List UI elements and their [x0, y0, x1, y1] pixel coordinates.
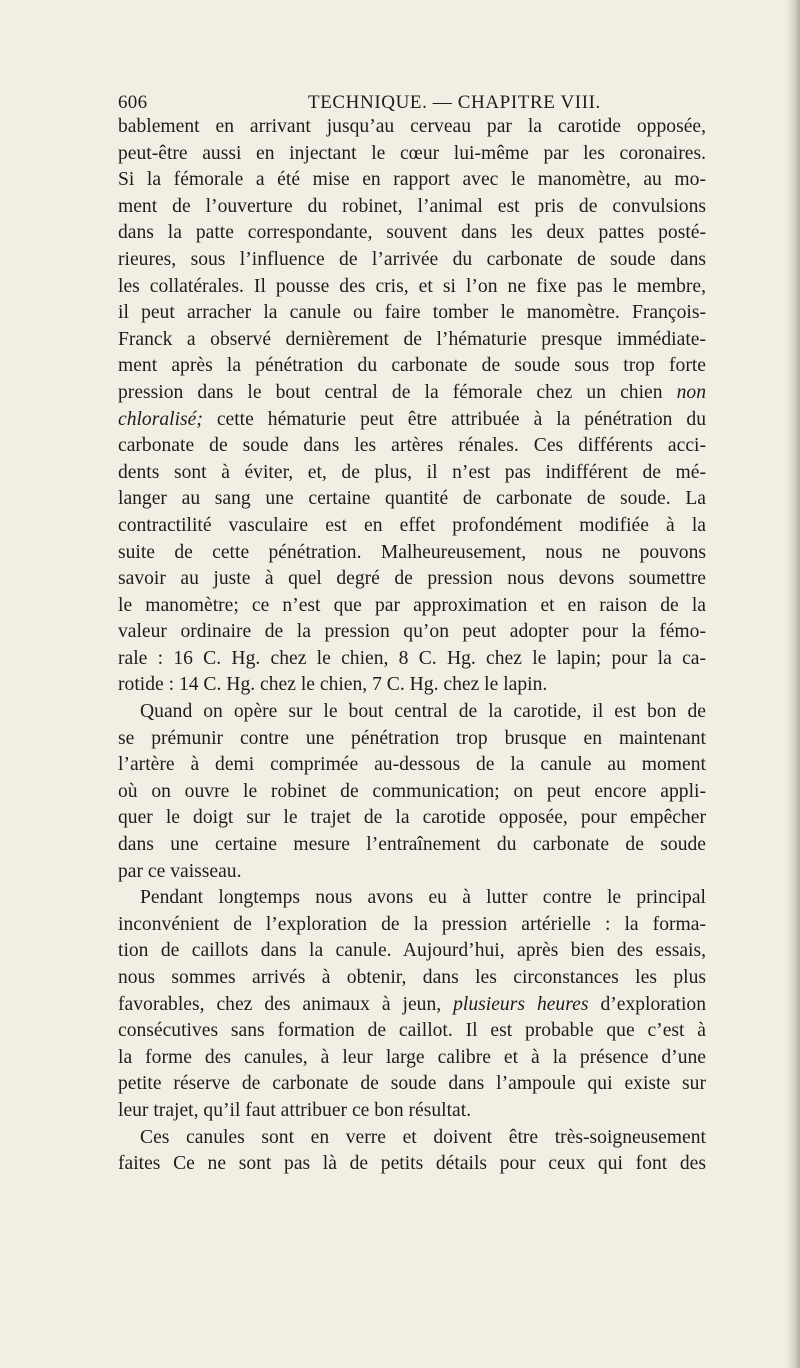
text-line	[118, 114, 706, 141]
text-line	[118, 460, 706, 487]
italic-text: non	[662, 381, 706, 403]
page-number: 606	[118, 92, 148, 113]
text-line	[118, 194, 706, 221]
text-line	[118, 779, 706, 806]
line-text: les collatérales. Il pousse des cris, et si l’on ne fixe pas le membre,	[118, 275, 706, 297]
text-line	[118, 1098, 706, 1125]
line-text: rieures, sous l’influence de l’arrivée du carbonate de soude dans	[118, 248, 706, 270]
line-text: tion de caillots dans la canule. Aujourd’hui, après bien des essais,	[118, 940, 706, 962]
line-text: nous sommes arrivés à obtenir, dans les circonstances les plus	[118, 967, 706, 988]
text-line	[118, 805, 706, 832]
italic-text: chloralisé;	[118, 408, 203, 430]
line-text: petite réserve de carbonate de soude dans l’ampoule qui existe sur	[118, 1073, 706, 1095]
text-line	[118, 274, 706, 301]
line-text: quer le doigt sur le trajet de la carotide opposée, pour empêcher	[118, 807, 706, 829]
line-text: savoir au juste à quel degré de pression nous devons soumettre	[118, 568, 706, 590]
line-text: l’artère à demi comprimée au-dessous de la canule au moment	[118, 754, 706, 776]
line-text: le manomètre; ce n’est que par approximation et en raison de la	[118, 594, 706, 616]
line-text: carbonate de soude dans les artères rénales. Ces différents acci-	[118, 435, 706, 457]
text-line	[118, 327, 706, 354]
line-text: faites Ce ne sont pas là de petits détails pour ceux qui font des	[118, 1153, 706, 1175]
text-line	[118, 619, 706, 646]
line-text: où on ouvre le robinet de communication; on peut encore appli-	[118, 780, 706, 802]
line-text: rale : 16 C. Hg. chez le chien, 8 C. Hg. chez le lapin; pour la ca-	[118, 647, 706, 669]
text-line	[118, 141, 706, 168]
line-text: la forme des canules, à leur large calibre et à la présence d’une	[118, 1046, 706, 1068]
text-line	[118, 1151, 706, 1178]
text-line	[118, 646, 706, 673]
text-line	[118, 699, 706, 726]
line-text: Ces canules sont en verre et doivent être très-soigneusement	[140, 1126, 706, 1148]
line-text: bablement en arrivant jusqu’au cerveau par la carotide opposée,	[118, 116, 706, 137]
text-line	[118, 859, 706, 886]
line-text: Pendant longtemps nous avons eu à lutter contre le principal	[140, 887, 706, 909]
line-text: pression dans le bout central de la fémorale chez un chien	[118, 381, 663, 403]
line-text: rotide : 14 C. Hg. chez le chien, 7 C. Hg. chez le lapin.	[118, 674, 548, 696]
text-line	[118, 353, 706, 380]
page-edge-shadow	[786, 0, 800, 1368]
text-line	[118, 992, 706, 1019]
text-line	[118, 965, 706, 992]
line-text: contractilité vasculaire est en effet profondément modifiée à la	[118, 514, 706, 536]
text-line	[118, 1125, 706, 1152]
line-text: dents sont à éviter, et, de plus, il n’est pas indifférent de mé-	[118, 461, 706, 483]
text-line	[118, 486, 706, 513]
line-text: cette hématurie peut être attribuée à la pénétration du	[202, 408, 706, 430]
text-line	[118, 380, 706, 407]
line-text: valeur ordinaire de la pression qu’on peut adopter pour la fémo-	[118, 621, 706, 643]
text-line	[118, 300, 706, 327]
text-line	[118, 1045, 706, 1072]
text-line	[118, 433, 706, 460]
text-line	[118, 566, 706, 593]
text-line	[118, 247, 706, 274]
text-line	[118, 167, 706, 194]
line-text: dans une certaine mesure l’entraînement du carbonate de soude	[118, 834, 706, 856]
text-line	[118, 672, 706, 699]
line-text: consécutives sans formation de caillot. Il est probable que c’est à	[118, 1020, 706, 1042]
line-text: leur trajet, qu’il faut attribuer ce bon résultat.	[118, 1099, 472, 1121]
line-text: Franck a observé dernièrement de l’hématurie presque immédiate-	[118, 328, 706, 350]
line-text: ment de l’ouverture du robinet, l’animal est pris de convulsions	[118, 195, 706, 217]
text-line	[118, 912, 706, 939]
text-line	[118, 513, 706, 540]
line-text: peut-être aussi en injectant le cœur lui-même par les coronaires.	[118, 142, 706, 164]
text-line	[118, 540, 706, 567]
text-line	[118, 885, 706, 912]
line-text: dans la patte correspondante, souvent dans les deux pattes posté-	[118, 222, 706, 244]
line-text: favorables, chez des animaux à jeun,	[118, 993, 442, 1015]
line-text: suite de cette pénétration. Malheureusement, nous ne pouvons	[118, 541, 706, 563]
line-text: se prémunir contre une pénétration trop brusque en maintenant	[118, 727, 706, 749]
line-text: d’exploration	[588, 993, 706, 1015]
line-text: Quand on opère sur le bout central de la carotide, il est bon de	[140, 701, 706, 723]
text-line	[118, 1018, 706, 1045]
line-text: langer au sang une certaine quantité de carbonate de soude. La	[118, 488, 706, 510]
text-line	[118, 593, 706, 620]
text-line	[118, 220, 706, 247]
text-line	[118, 832, 706, 859]
text-line	[118, 407, 706, 434]
line-text: il peut arracher la canule ou faire tomber le manomètre. François-	[118, 302, 706, 324]
body-text	[118, 114, 706, 1178]
running-title: TECHNIQUE. — CHAPITRE VIII.	[308, 92, 601, 113]
line-text: par ce vaisseau.	[118, 860, 242, 882]
line-text: Si la fémorale a été mise en rapport avec le manomètre, au mo-	[118, 169, 706, 191]
line-text: inconvénient de l’exploration de la pression artérielle : la forma-	[118, 913, 706, 935]
text-line	[118, 752, 706, 779]
italic-text: plusieurs heures	[441, 993, 589, 1015]
line-text: ment après la pénétration du carbonate de soude sous trop forte	[118, 355, 706, 377]
text-line	[118, 1071, 706, 1098]
text-line	[118, 938, 706, 965]
text-line	[118, 726, 706, 753]
